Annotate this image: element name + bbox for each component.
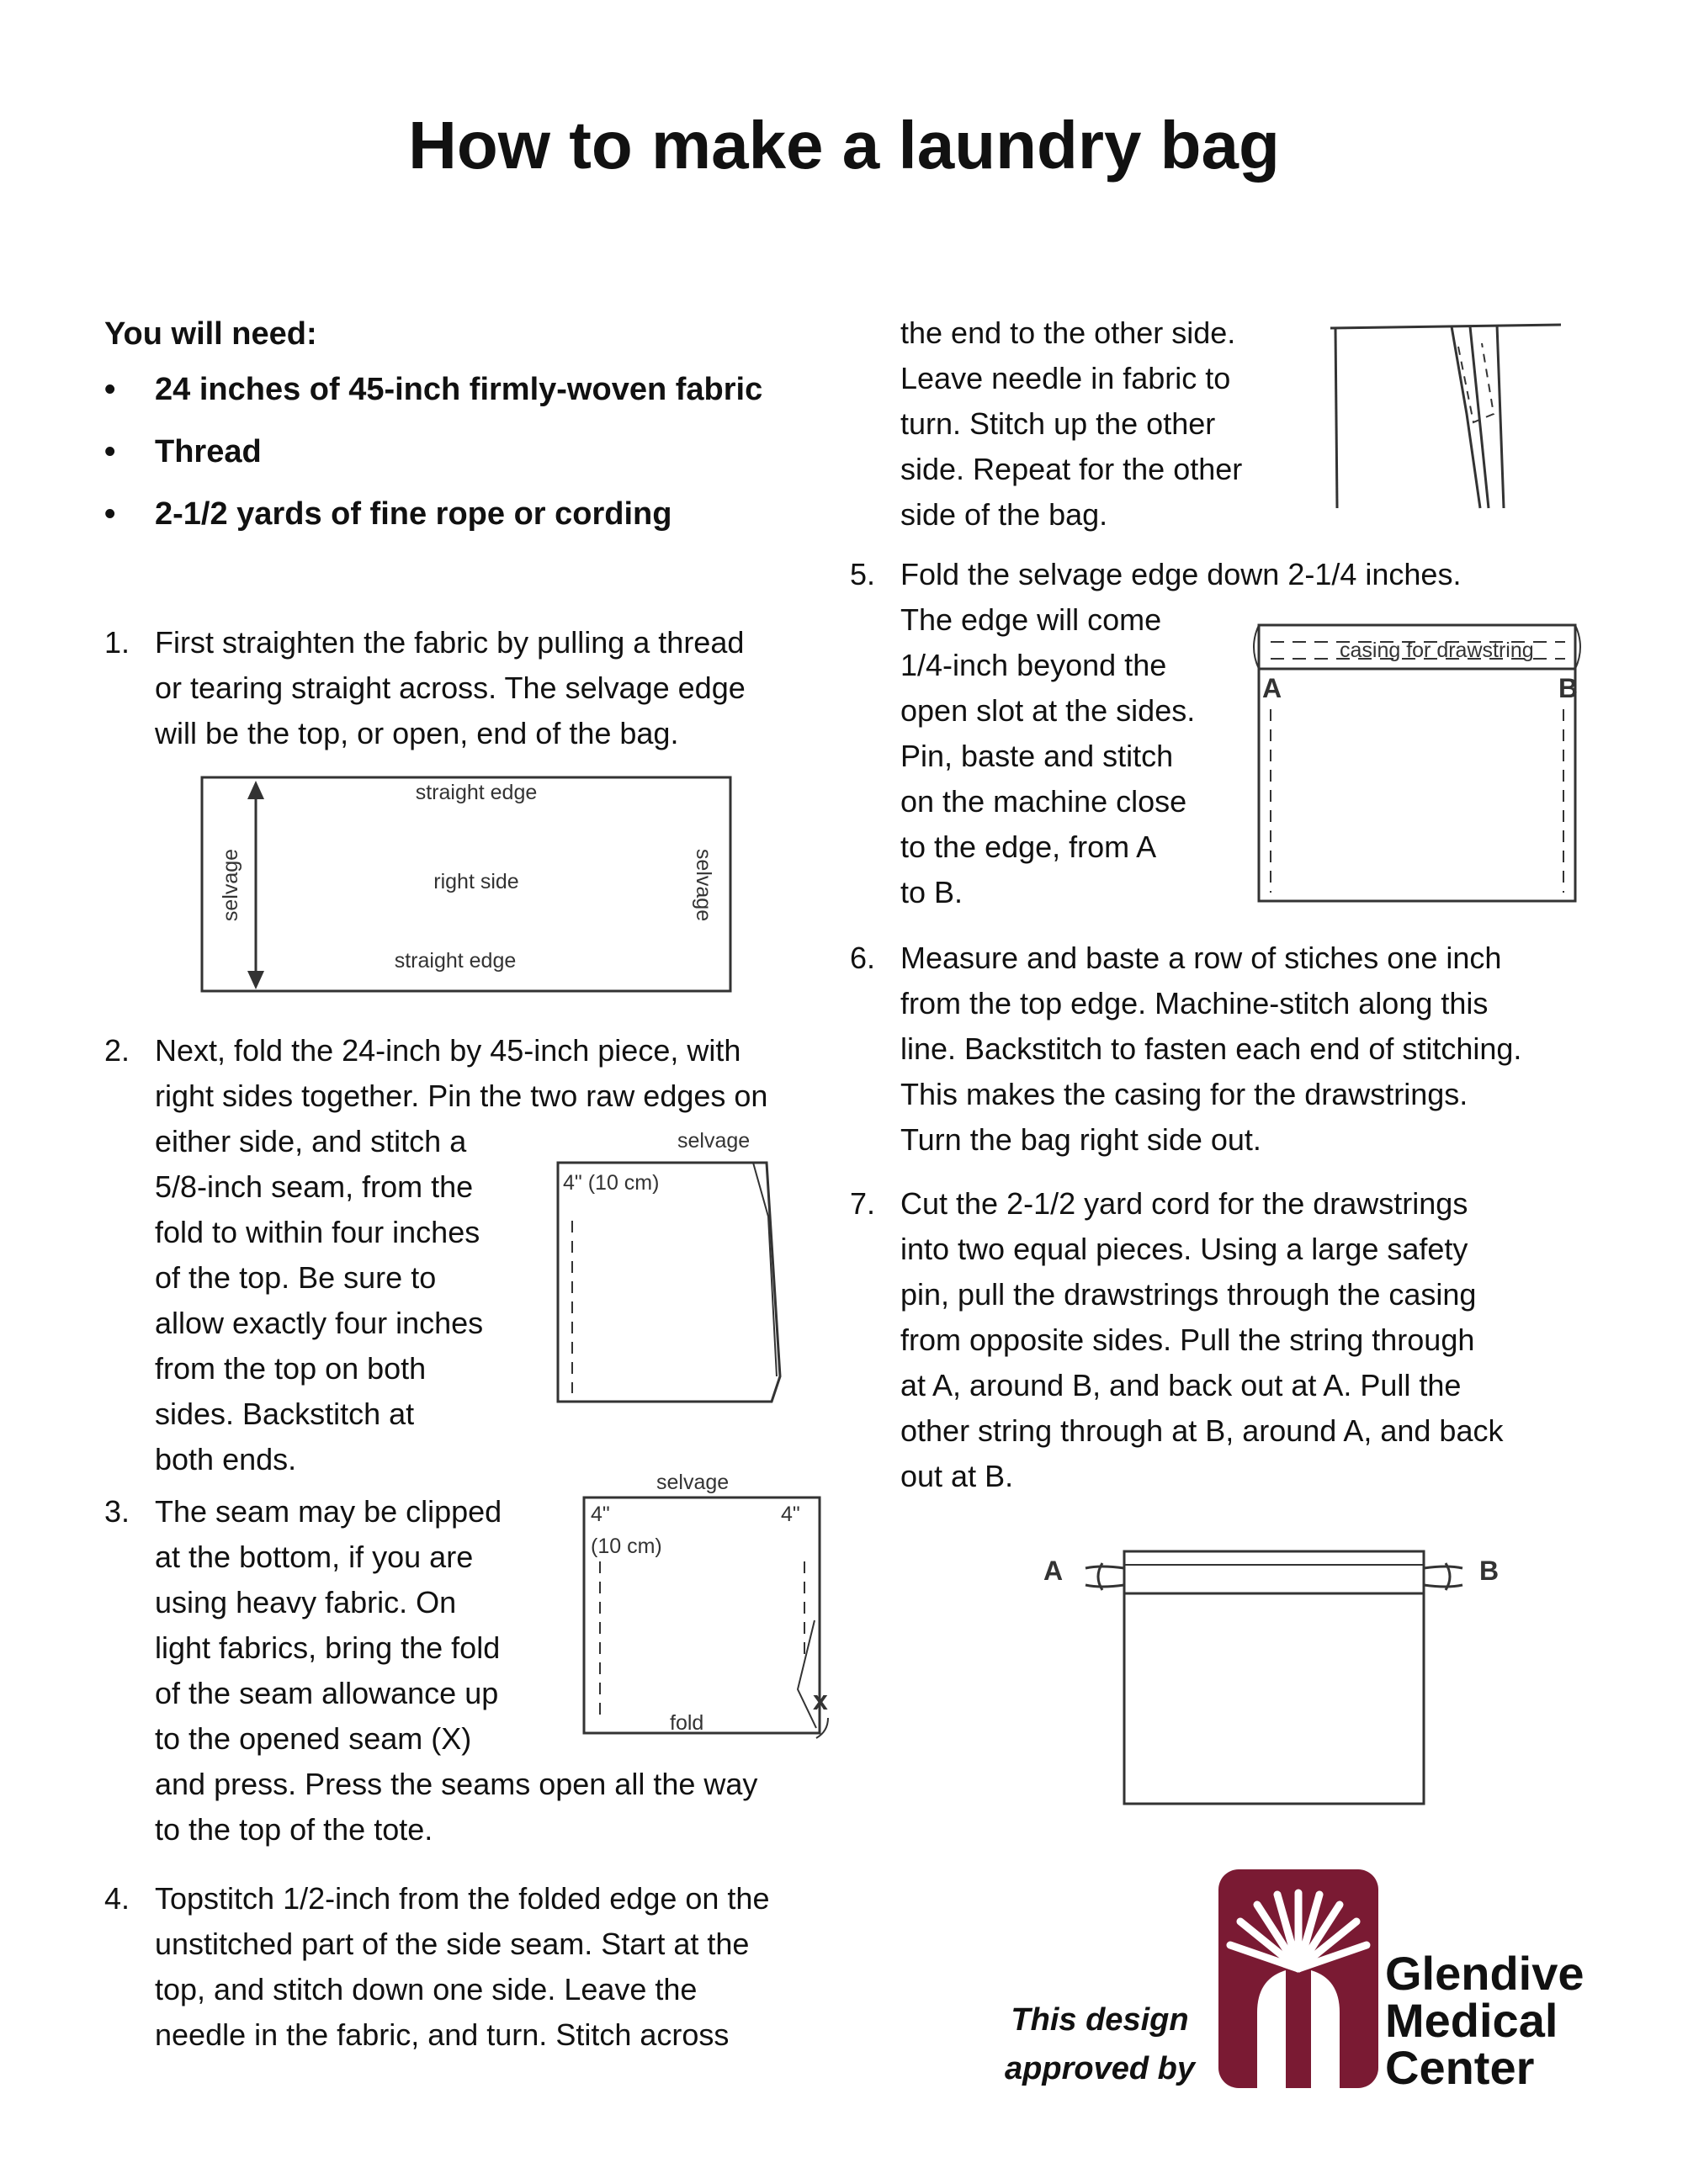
materials-item: • 2-1/2 yards of fine rope or cording <box>104 493 762 555</box>
step-text: the end to the other side. Leave needle in fabric to turn. Stitch up the other side. Repeat for the other side of the bag. <box>900 315 1243 532</box>
clip-diagram <box>579 1469 848 1755</box>
clip-measure-right: 4" <box>781 1503 800 1526</box>
materials-list <box>104 368 762 555</box>
step-number: 7. <box>850 1186 876 1221</box>
page-title: How to make a laundry bag <box>408 108 1280 183</box>
clip-measure-left: 4" <box>591 1503 610 1526</box>
step-number: 2. <box>104 1033 130 1068</box>
step-text: Cut the 2-1/2 yard cord for the drawstrings into two equal pieces. Using a large safety pin, pull the drawstrings through the casing from opposite sides. Pull the string through at A, around B, and back out at A. Pull the other string through at B, around A, and back out at B. <box>900 1186 1504 1493</box>
materials-heading: You will need: <box>104 316 317 352</box>
step-number: 6. <box>850 941 876 975</box>
logo-line: Center <box>1385 2041 1535 2094</box>
seam-measure-label: 4" (10 cm) <box>563 1171 660 1195</box>
materials-item: • 24 inches of 45-inch firmly-woven fabric <box>104 368 762 431</box>
step-text: The seam may be clipped at the bottom, if you are using heavy fabric. On light fabrics, bring the fold of the seam allowance up to the opened seam (X) and press. Press the seams open all the way to the top of the tote. <box>155 1494 758 1847</box>
step-text: Measure and baste a row of stiches one inch from the top edge. Machine-stitch along this line. Backstitch to fasten each end of stitching. This makes the casing for the drawstrings. Turn the bag right side out. <box>900 941 1522 1157</box>
fabric-middle-label: right side <box>433 870 519 893</box>
step-text: First straighten the fabric by pulling a thread or tearing straight across. The selvage edge will be the top, or open, end of the bag. <box>155 625 746 750</box>
fabric-left-label: selvage <box>219 848 242 922</box>
logo-line: Glendive <box>1385 1947 1584 2000</box>
step-text: Topstitch 1/2-inch from the folded edge on the unstitched part of the side seam. Start at the top, and stitch down one side. Leave the needle in the fabric, and turn. Stitch across <box>155 1881 770 2052</box>
step-number: 1. <box>104 625 130 660</box>
step-number: 4. <box>104 1881 130 1916</box>
fabric-bottom-label: straight edge <box>394 949 517 973</box>
bag-a-label: A <box>1043 1556 1064 1586</box>
fabric-diagram <box>199 774 734 994</box>
glendive-logo-icon <box>1218 1869 1378 2092</box>
step-text: Fold the selvage edge down 2-1/4 inches. The edge will come 1/4-inch beyond the open slot at the sides. Pin, baste and stitch on the machine close to the edge, from A to B. <box>900 557 1462 909</box>
fabric-top-label: straight edge <box>415 781 538 804</box>
fabric-right-label: selvage <box>692 848 715 922</box>
casing-a-label: A <box>1262 673 1282 703</box>
clip-bottom-label: fold <box>670 1711 704 1735</box>
clip-x-mark: x <box>813 1685 828 1715</box>
step-number: 5. <box>850 557 876 591</box>
casing-label: casing for drawstring <box>1340 639 1534 662</box>
casing-diagram <box>1245 618 1590 904</box>
logo-wordmark <box>1385 1947 1584 2094</box>
clip-top-label: selvage <box>656 1471 730 1494</box>
casing-b-label: B <box>1558 673 1579 703</box>
logo-line: Medical <box>1385 1994 1558 2047</box>
seam-top-label: selvage <box>677 1129 751 1153</box>
bag-diagram <box>1033 1543 1505 1812</box>
step-number: 3. <box>104 1494 130 1529</box>
approval-note: This design approved by <box>1005 2002 1195 2086</box>
bag-b-label: B <box>1479 1556 1500 1586</box>
step-text: Next, fold the 24-inch by 45-inch piece, with right sides together. Pin the two raw edges on either side, and stitch a 5/8-inch seam, from the fold to within four inches of the top. Be sure to allow exactly four inches from the top on both sides. Backstitch at both ends. <box>155 1033 768 1476</box>
materials-item: • Thread <box>104 431 762 493</box>
clip-measure-cm: (10 cm) <box>591 1535 662 1558</box>
seam-diagram <box>551 1124 795 1410</box>
topstitch-diagram <box>1325 313 1569 515</box>
